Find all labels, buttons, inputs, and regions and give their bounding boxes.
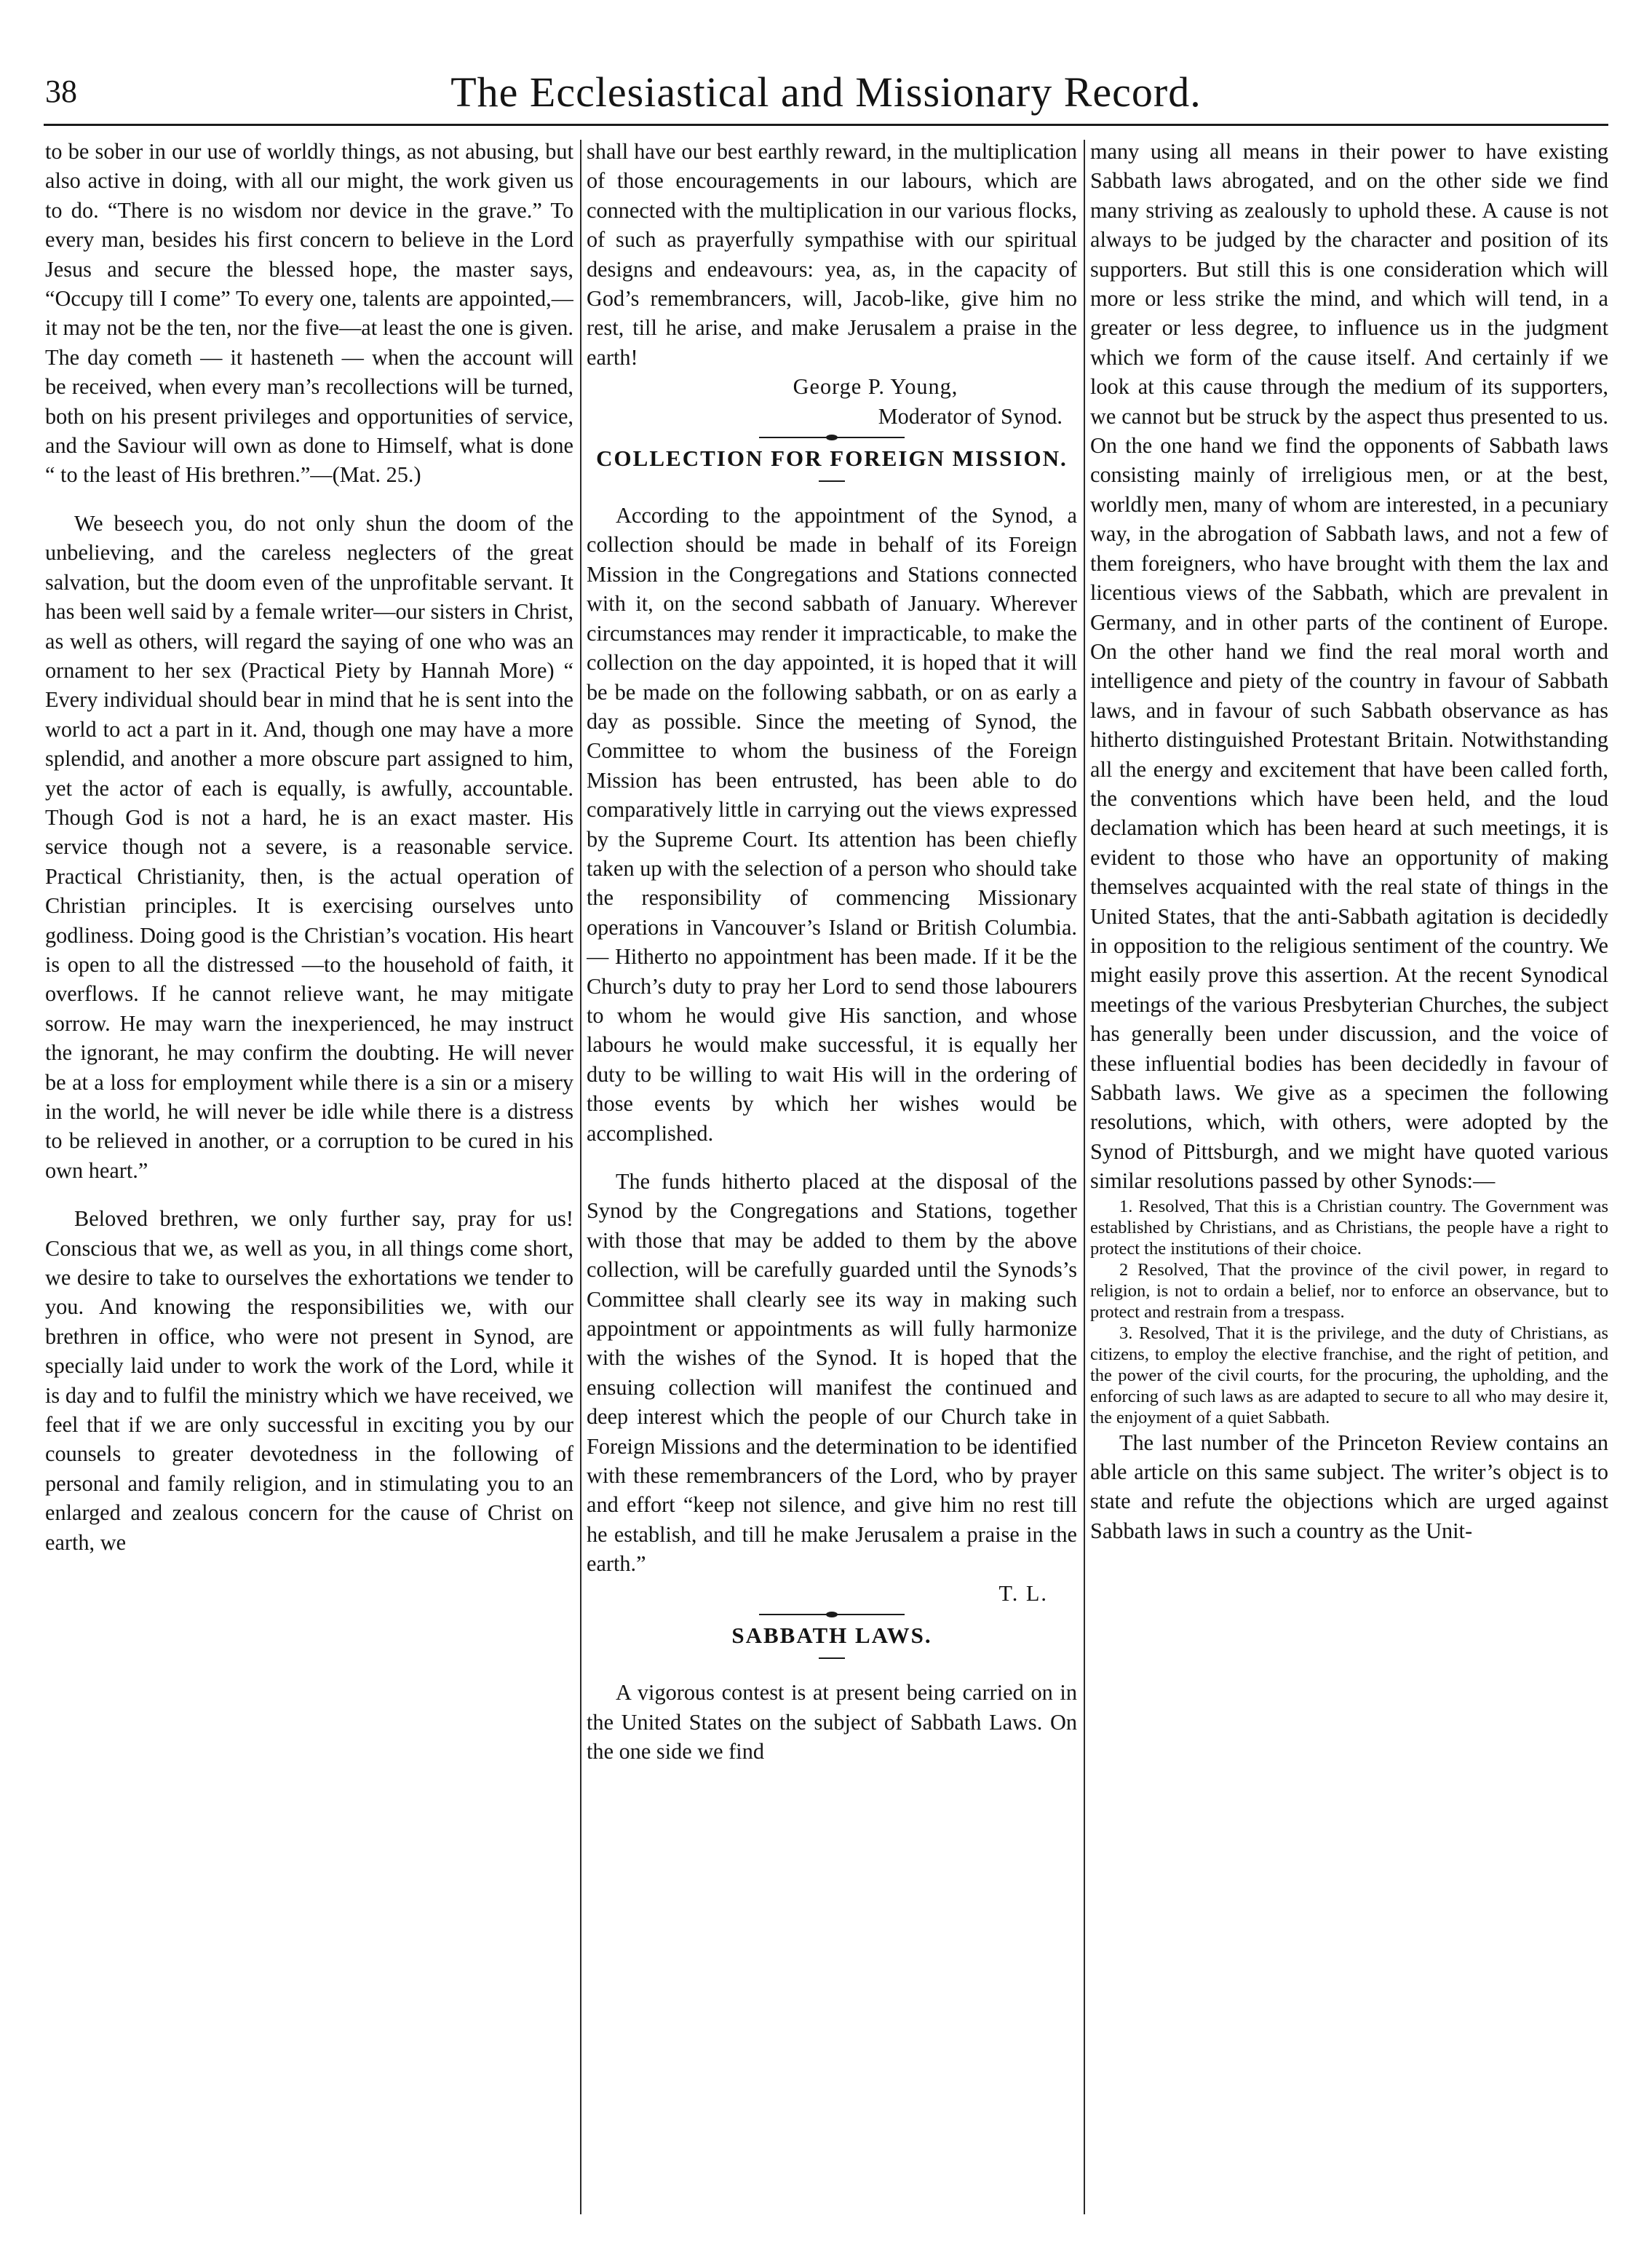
page-number: 38 [45, 74, 77, 109]
paragraph: The funds hitherto placed at the disposal of the Synod by the Congregations and Stations, together with those that may be added to them by the above collection, will be carefully guarded until the Synods’s Committee shall clearly see its way in making such appointment or appointments as will fully harmonize with the wishes of the Synod. It is hoped that the ensuing collection will manifest the continued and deep interest which the people of our Church take in Foreign Missions and the determination to be identified with these remembrancers of the Lord, who by prayer and effort “keep not silence, and give him no rest till he establish, and till he make Jerusalem a praise in the earth.” [587, 1169, 1077, 1577]
page-header [44, 15, 1608, 126]
paragraph: We beseech you, do not only shun the doom of the unbelieving, and the careless neglecters of the great salvation, but the doom even of the unprofitable servant. It has been well said by a female writer—our sisters in Christ, as well as others, will regard the saying of one who was an ornament to her sex (Practical Piety by Hannah More) “ Every individual should bear in mind that he is sent into the world to act a part in it. And, though one may have a more splendid, and another a more obscure part assigned to him, yet the actor of each is equally, is awfully, accountable. Though God is not a hard, he is an exact master. His service though not a severe, is a reasonable service. Practical Christianity, then, is the actual operation of Christian principles. It is exercising ourselves unto godliness. Doing good is the Christian’s vocation. His heart is open to all the distressed —to the household of faith, it overflows. If he cannot relieve want, he may mitigate sorrow. He may warn the inexperienced, he may instruct the ignorant, he may confirm the doubting. He will never be at a loss for employment while there is a sin or a misery in the world, he will never be idle while there is a distress to be relieved in another, or a corruption to be cured in his own heart.” [45, 510, 573, 1183]
section-title-foreign-mission: COLLECTION FOR FOREIGN MISSION. [596, 445, 1068, 472]
paragraph: to be sober in our use of worldly things, as not abusing, but also active in doing, with all our might, the work given us to do. “There is no wisdom nor device in the grave.” To every man, besides his first concern to believe in the Lord Jesus and secure the blessed hope, the master says, “Occupy till I come” To every one, talents are appointed,—it may not be the ten, nor the five—at least the one is given. The day cometh — it hasteneth — when the account will be received, when every man’s recollections will be turned, both on his present privileges and opportunities of service, and the Saviour will own as done to Himself, what is done “ to the least of His brethren.”—(Mat. 25.) [45, 139, 573, 488]
journal-title: The Ecclesiastical and Missionary Record. [450, 68, 1202, 116]
author-initials: T. L. [998, 1580, 1048, 1606]
section-title-sabbath-laws: SABBATH LAWS. [731, 1623, 932, 1649]
column-divider [580, 140, 581, 2214]
paragraph: A vigorous contest is at present being carried on in the United States on the subject of Sabbath Laws. On the one side we find [587, 1680, 1077, 1764]
section-separator [759, 1614, 905, 1615]
resolution-2: 2 Resolved, That the province of the civil power, in regard to religion, is not to ordain a belief, nor to enforce an observance, but to protect and restrain from a trespass. [1090, 1259, 1608, 1322]
title-dash [819, 480, 845, 482]
paragraph: shall have our best earthly reward, in the multiplication of those encouragements in our labours, which are connected with the multiplication in our various flocks, of such as prayerfully sympathise with our spiritual designs and endeavours: yea, as, in the capacity of God’s remembrancers, will, Jacob-like, give him no rest, till he arise, and make Jerusalem a praise in the earth! [587, 139, 1077, 370]
paragraph: The last number of the Princeton Review contains an able article on this same subject. The writer’s object is to state and refute the objections which are urged against Sabbath laws in such a country as the Unit- [1090, 1430, 1608, 1543]
title-dash [819, 1657, 845, 1659]
signature-role: Moderator of Synod. [878, 403, 1063, 429]
paragraph: Beloved brethren, we only further say, pray for us! Conscious that we, as well as you, in all things come short, we desire to take to ourselves the exhortations we tender to you. And knowing the responsibilities we, with our brethren in office, who were not present in Synod, are specially laid under to work the work of the Lord, while it is day and to fulfil the ministry which we have received, we feel that if we are only successful in exciting you by our counsels to greater devotedness in the following of personal and family religion, and in stimulating you to an enlarged and zealous concern for the cause of Christ on earth, we [45, 1206, 573, 1555]
resolution-1: 1. Resolved, That this is a Christian country. The Government was established by Christians, and as Christians, the people have a right to protect the institutions of their choice. [1090, 1196, 1608, 1259]
column-middle [587, 137, 1077, 2222]
column-right [1090, 137, 1608, 2222]
signature-name: George P. Young, [793, 374, 958, 400]
section-separator [759, 437, 905, 438]
resolution-3: 3. Resolved, That it is the privilege, and the duty of Christians, as citizens, to employ the elective franchise, and the right of petition, and the power of the civil courts, for the procuring, the upholding, and the enforcing of such laws as are adapted to secure to all who may desire it, the enjoyment of a quiet Sabbath. [1090, 1323, 1608, 1427]
column-left [45, 137, 573, 2222]
signature-block [587, 372, 1077, 431]
paragraph: many using all means in their power to have existing Sabbath laws abrogated, and on the other side we find many striving as zealously to uphold these. A cause is not always to be judged by the character and position of its supporters. But still this is one consideration which will more or less strike the mind, and which will tend, in a greater or less degree, to influence us in the judgment which we form of the cause itself. And certainly if we look at this cause through the medium of its supporters, we cannot but be struck by the aspect thus presented to us. On the one hand we find the opponents of Sabbath laws consisting mainly of irreligious men, or at the best, worldly men, many of whom are interested, in a pecuniary way, in the abrogation of Sabbath laws, and not a few of them foreigners, who have brought with them the lax and licentious views of the Sabbath, which are prevalent in Germany, and in other parts of the continent of Europe. On the other hand we find the real moral worth and intelligence and piety of the country in favour of Sabbath laws, and in favour of such Sabbath observance as has hitherto distinguished Protestant Britain. Notwithstanding all the energy and excitement that have been called forth, the conventions which have been held, and the loud declamation which has been heard at such meetings, it is evident to those who have an opportunity of making themselves acquainted with the real state of things in the United States, that the anti-Sabbath agitation is decidedly in opposition to the religious sentiment of the country. We might easily prove this assertion. At the recent Synodical meetings of the various Presbyterian Churches, the subject has generally been under discussion, and the voice of these influential bodies has been decidedly in favour of Sabbath laws. We give as a specimen the following resolutions, which, with others, were adopted by the Synod of Pittsburgh, and we might have quoted various similar resolutions passed by other Synods:— [1090, 139, 1608, 1194]
column-divider [1084, 140, 1085, 2214]
paragraph: According to the appointment of the Synod, a collection should be made in behalf of its Foreign Mission in the Congregations and Stations connected with it, on the second sabbath of January. Wherever circumstances may render it impracticable, to make the collection on the day appointed, it is hoped that it will be be made on the following sabbath, or on as early a day as possible. Since the meeting of Synod, the Committee to whom the business of the Foreign Mission has been entrusted, has been able to do comparatively little in carrying out the views expressed by the Supreme Court. Its attention has been chiefly taken up with the selection of a person who should take the responsibility of commencing Missionary operations in Vancouver’s Island or British Columbia.— Hitherto no appointment has been made. If it be the Church’s duty to pray her Lord to send those labourers to whom he would give His sanction, and whose labours he would make successful, it is equally her duty to be willing to wait His will in the ordering of those events by which her wishes would be accomplished. [587, 503, 1077, 1146]
